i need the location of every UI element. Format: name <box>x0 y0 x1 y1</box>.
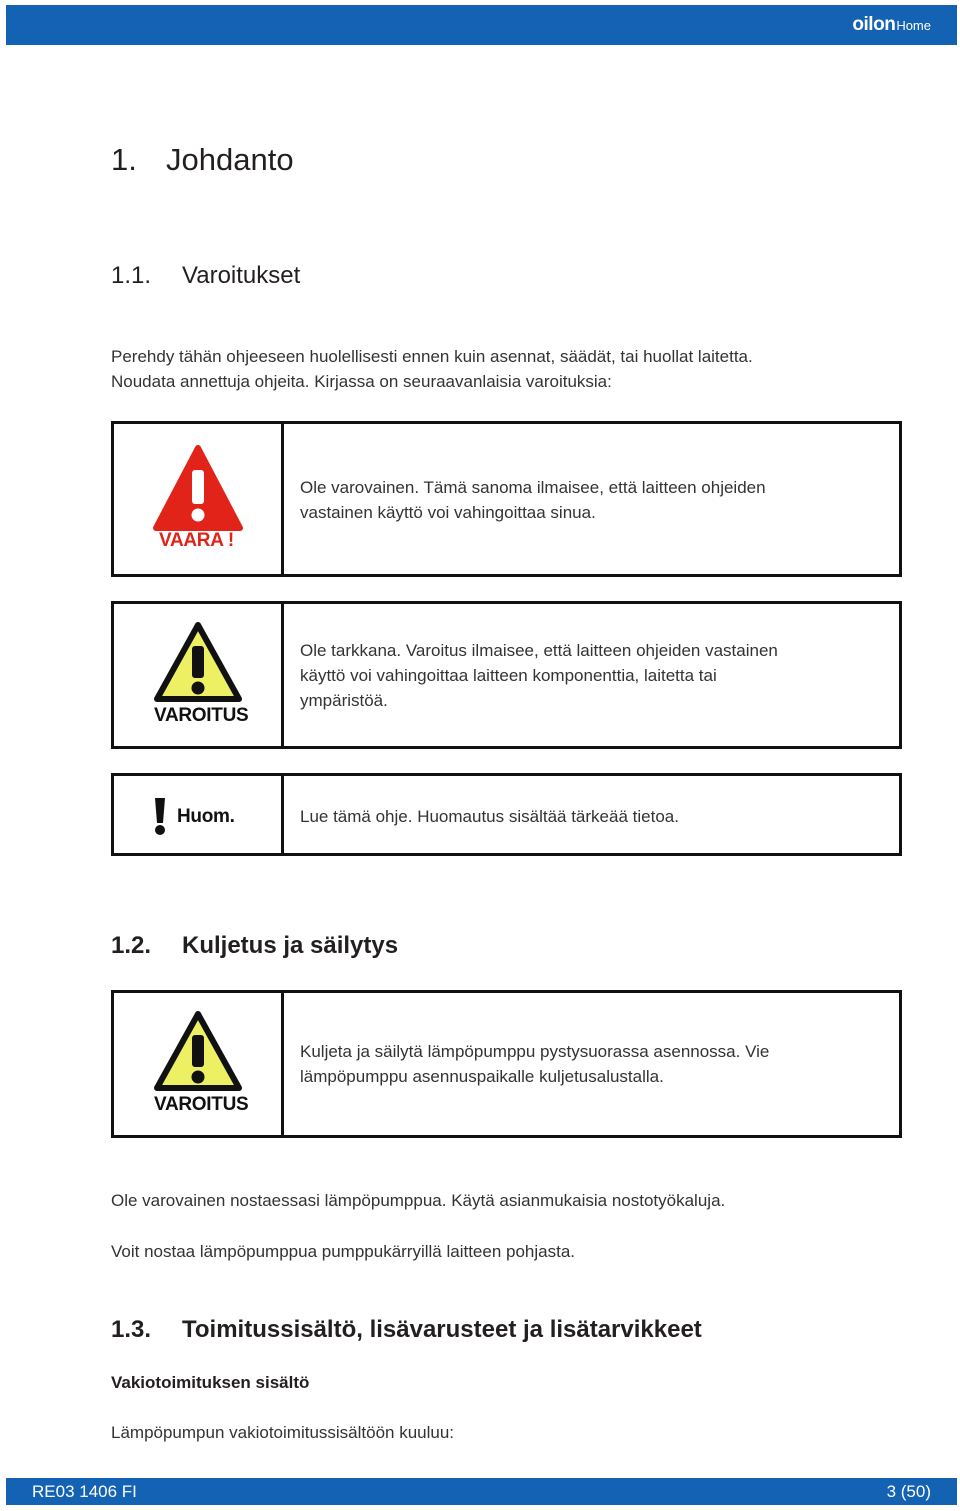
intro-line-2: Noudata annettuja ohjeita. Kirjassa on seuraavanlaisia varoituksia: <box>111 372 612 391</box>
danger-symbol-label: VAARA ! <box>159 530 234 551</box>
note-notice-text <box>284 776 899 853</box>
cart-paragraph: Voit nostaa lämpöpumppua pumppukärryillä laitteen pohjasta. <box>111 1242 576 1261</box>
header-bar <box>6 5 957 45</box>
note-notice-line-1: Lue tämä ohje. Huomautus sisältää tärkeää tietoa. <box>300 807 679 826</box>
brand-logo <box>852 14 931 36</box>
caution-warning-icon <box>152 620 244 704</box>
danger-notice-text <box>284 424 899 574</box>
section-number: 1.1. <box>111 262 152 289</box>
delivery-subheading: Vakiotoimituksen sisältö <box>111 1373 310 1392</box>
chapter-heading <box>111 142 294 178</box>
section-heading-1-2 <box>111 932 398 960</box>
caution-notice-box <box>111 601 902 749</box>
brand-suffix: Home <box>896 18 931 33</box>
section-title: Toimitussisältö, lisävarusteet ja lisätarvikkeet <box>182 1316 702 1343</box>
caution-notice-line-1: Ole tarkkana. Varoitus ilmaisee, että laitteen ohjeiden vastainen <box>300 641 778 660</box>
danger-warning-icon <box>152 444 244 532</box>
danger-notice-line-1: Ole varovainen. Tämä sanoma ilmaisee, että laitteen ohjeiden <box>300 478 766 497</box>
section-number: 1.3. <box>111 1316 152 1343</box>
caution-notice-text <box>284 604 899 746</box>
delivery-paragraph: Lämpöpumpun vakiotoimitussisältöön kuuluu: <box>111 1423 455 1442</box>
section-heading-1-1 <box>111 262 300 290</box>
danger-notice-line-2: vastainen käyttö voi vahingoittaa sinua. <box>300 503 596 522</box>
transport-notice-line-2: lämpöpumppu asennuspaikalle kuljetusalustalla. <box>300 1067 664 1086</box>
transport-notice-line-1: Kuljeta ja säilytä lämpöpumppu pystysuorassa asennossa. Vie <box>300 1042 770 1061</box>
footer-bar <box>6 1478 957 1505</box>
section-heading-1-3 <box>111 1316 702 1344</box>
page-number: 3 (50) <box>886 1482 931 1501</box>
transport-symbol-cell <box>114 993 284 1135</box>
danger-symbol-cell <box>114 424 284 574</box>
chapter-number: 1. <box>111 142 137 177</box>
intro-line-1: Perehdy tähän ohjeeseen huolellisesti ennen kuin asennat, säädät, tai huollat laitetta. <box>111 347 753 366</box>
note-symbol-cell <box>114 776 284 853</box>
exclamation-note-icon <box>150 796 170 836</box>
note-symbol-label: Huom. <box>177 806 235 827</box>
transport-symbol-label: VAROITUS <box>154 1094 249 1115</box>
chapter-title: Johdanto <box>166 142 294 177</box>
section-title: Varoitukset <box>182 262 301 289</box>
caution-symbol-label: VAROITUS <box>154 705 249 726</box>
transport-notice-text <box>284 993 899 1135</box>
caution-warning-icon <box>152 1009 244 1093</box>
section-number: 1.2. <box>111 932 152 959</box>
caution-notice-line-3: ympäristöä. <box>300 691 388 710</box>
brand-name: oilon <box>852 14 896 35</box>
caution-notice-line-2: käyttö voi vahingoittaa laitteen komponenttia, laitetta tai <box>300 666 717 685</box>
danger-notice-box <box>111 421 902 577</box>
transport-caution-box <box>111 990 902 1138</box>
note-notice-box <box>111 773 902 856</box>
document-code: RE03 1406 FI <box>32 1482 137 1501</box>
section-title: Kuljetus ja säilytys <box>182 932 399 959</box>
caution-symbol-cell <box>114 604 284 746</box>
lifting-paragraph: Ole varovainen nostaessasi lämpöpumppua. Käytä asianmukaisia nostotyökaluja. <box>111 1191 726 1210</box>
